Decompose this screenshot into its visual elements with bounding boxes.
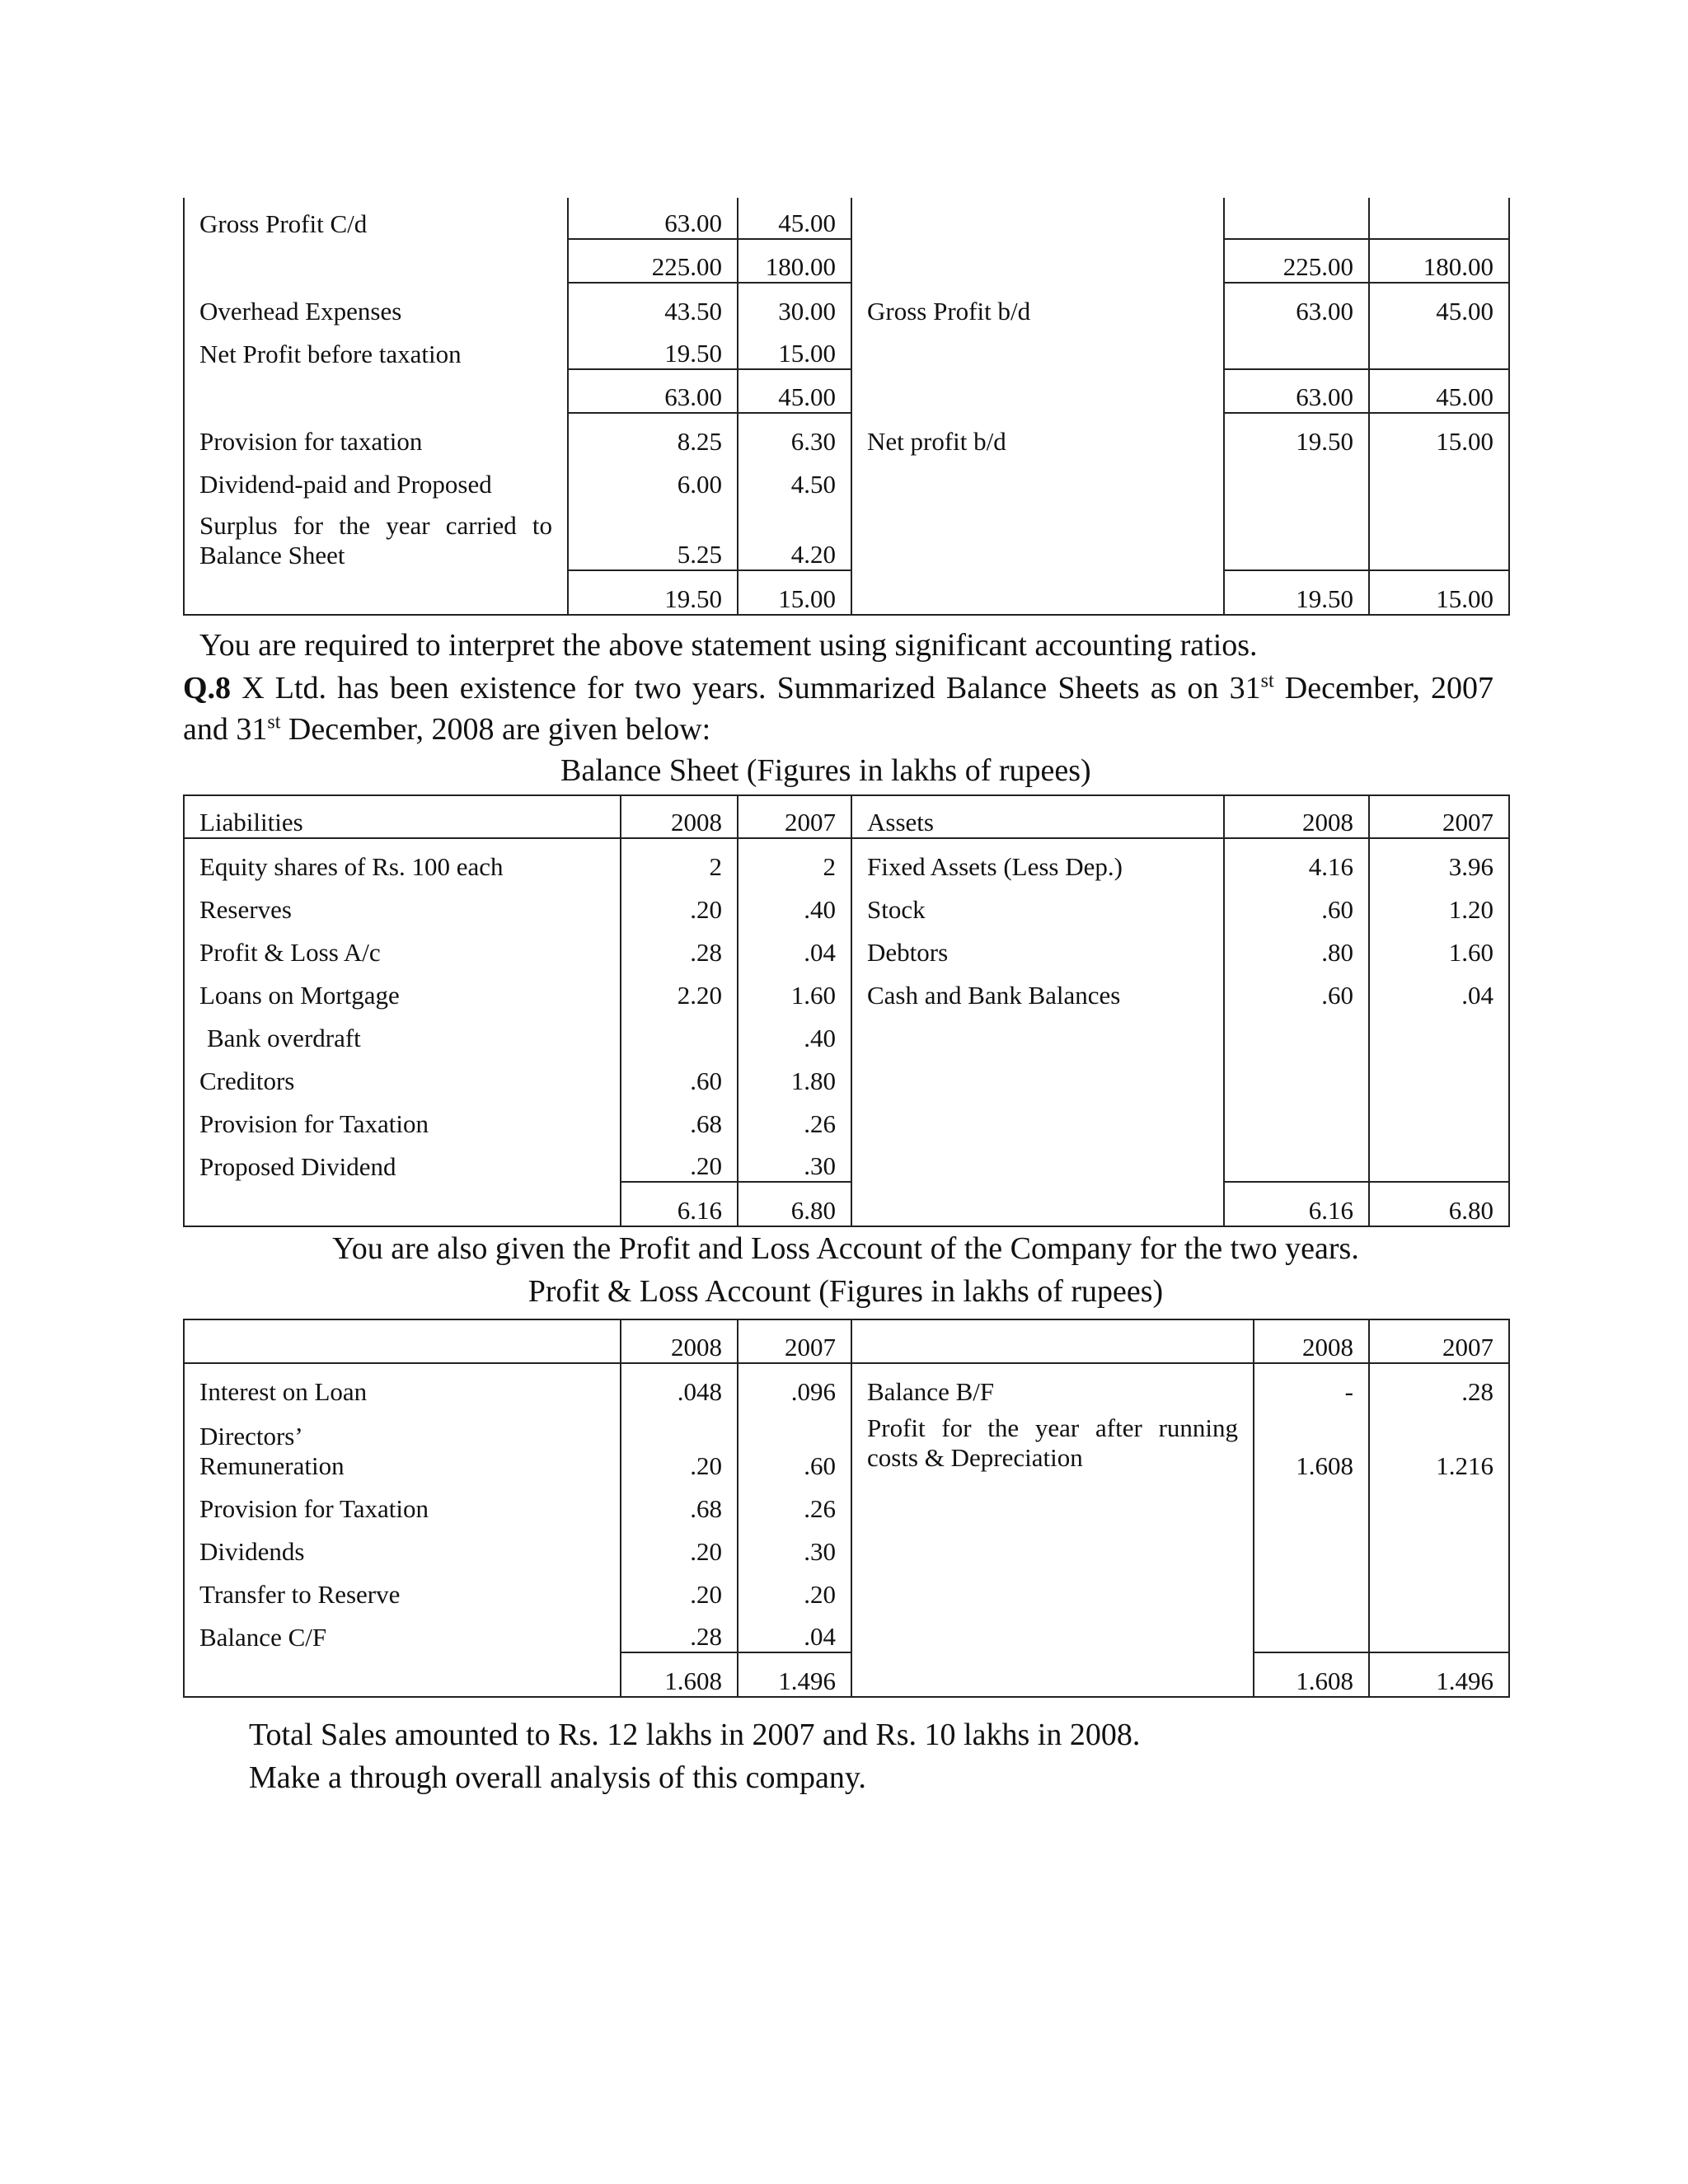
question-text: December, 2008 are given below: — [280, 712, 711, 747]
cell-value: .04 — [738, 1610, 851, 1652]
cell-value: 30.00 — [738, 283, 851, 326]
column-header — [851, 1319, 1254, 1363]
row-label — [184, 1652, 621, 1697]
total-value: 1.608 — [621, 1652, 738, 1697]
row-label: Gross Profit b/d — [851, 283, 1224, 326]
asset-label: Fixed Assets (Less Dep.) — [851, 838, 1224, 882]
cell-value: 8.25 — [568, 413, 738, 457]
cell-value: 19.50 — [568, 326, 738, 369]
cell-value: .20 — [621, 1524, 738, 1567]
cell-value: 63.00 — [568, 369, 738, 413]
total-value: 1.496 — [1369, 1652, 1509, 1697]
cell-value: .60 — [738, 1407, 851, 1481]
ordinal-suffix: st — [267, 711, 281, 733]
column-header: Liabilities — [184, 795, 621, 838]
cell-value: .048 — [621, 1363, 738, 1407]
question-number: Q.8 — [183, 671, 232, 705]
cell-value: .68 — [621, 1481, 738, 1524]
cell-value: .60 — [1224, 968, 1369, 1010]
column-header: 2007 — [1369, 1319, 1509, 1363]
row-label — [184, 369, 568, 413]
total-value: 1.496 — [738, 1652, 851, 1697]
cell-value: 1.60 — [738, 968, 851, 1010]
cell-value: 15.00 — [1369, 413, 1509, 457]
table-header-row — [184, 795, 1509, 838]
cell-value: 45.00 — [1369, 369, 1509, 413]
row-label — [184, 570, 568, 615]
column-header — [184, 1319, 621, 1363]
cell-value — [621, 1010, 738, 1053]
column-header: Assets — [851, 795, 1224, 838]
debit-label: Provision for Taxation — [184, 1481, 621, 1524]
cell-value — [1369, 1524, 1509, 1567]
debit-label: Balance C/F — [184, 1610, 621, 1652]
cell-value: 1.216 — [1369, 1407, 1509, 1481]
cell-value: .28 — [621, 1610, 738, 1652]
cell-value: 63.00 — [1224, 369, 1369, 413]
table-row — [184, 1567, 1509, 1610]
cell-value — [1369, 1567, 1509, 1610]
profit-loss-table — [183, 1319, 1510, 1698]
trading-pl-statement-table — [183, 198, 1510, 616]
asset-label: Stock — [851, 882, 1224, 925]
row-label: Provision for taxation — [184, 413, 568, 457]
cell-value: .60 — [1224, 882, 1369, 925]
cell-value: .28 — [1369, 1363, 1509, 1407]
question-text: December, 2007 and 31 — [183, 671, 1493, 747]
table-row — [184, 1010, 1509, 1053]
balance-sheet-table — [183, 794, 1510, 1227]
table-row — [184, 968, 1509, 1010]
row-label: Gross Profit C/d — [184, 198, 568, 239]
cell-value: .20 — [621, 1139, 738, 1182]
cell-value — [1254, 1481, 1369, 1524]
row-label — [851, 369, 1224, 413]
table-row — [184, 838, 1509, 882]
table-row — [184, 1139, 1509, 1182]
table-row — [184, 570, 1509, 615]
cell-value — [1369, 1481, 1509, 1524]
cell-value: 19.50 — [1224, 570, 1369, 615]
row-label — [184, 1182, 621, 1226]
debit-label: Transfer to Reserve — [184, 1567, 621, 1610]
cell-value: .26 — [738, 1096, 851, 1139]
cell-value: .40 — [738, 1010, 851, 1053]
cell-value: 45.00 — [738, 369, 851, 413]
table-row — [184, 326, 1509, 369]
cell-value: - — [1254, 1363, 1369, 1407]
asset-label — [851, 1096, 1224, 1139]
cell-value: 43.50 — [568, 283, 738, 326]
row-label: Net profit b/d — [851, 413, 1224, 457]
cell-value: 63.00 — [1224, 283, 1369, 326]
cell-value: 15.00 — [1369, 570, 1509, 615]
cell-value: .40 — [738, 882, 851, 925]
cell-value — [1224, 1010, 1369, 1053]
cell-value: .28 — [621, 925, 738, 968]
row-label — [851, 239, 1224, 283]
total-value: 6.16 — [621, 1182, 738, 1226]
table-row — [184, 499, 1509, 570]
cell-value: 180.00 — [738, 239, 851, 283]
row-label — [851, 198, 1224, 239]
table-row — [184, 1610, 1509, 1652]
credit-label: Balance B/F — [851, 1363, 1254, 1407]
debit-label: Dividends — [184, 1524, 621, 1567]
cell-value — [1369, 499, 1509, 570]
credit-label — [851, 1610, 1254, 1652]
debit-label: Interest on Loan — [184, 1363, 621, 1407]
column-header: 2008 — [1224, 795, 1369, 838]
cell-value: 225.00 — [568, 239, 738, 283]
cell-value — [1369, 198, 1509, 239]
table-row — [184, 1363, 1509, 1407]
column-header: 2007 — [1369, 795, 1509, 838]
cell-value: 180.00 — [1369, 239, 1509, 283]
liability-label: Profit & Loss A/c — [184, 925, 621, 968]
row-label: Overhead Expenses — [184, 283, 568, 326]
cell-value: 1.80 — [738, 1053, 851, 1096]
cell-value — [1369, 1096, 1509, 1139]
liability-label: Provision for Taxation — [184, 1096, 621, 1139]
column-header: 2008 — [621, 795, 738, 838]
cell-value: 1.20 — [1369, 882, 1509, 925]
credit-label — [851, 1524, 1254, 1567]
total-sales-note: Total Sales amounted to Rs. 12 lakhs in 2007 and Rs. 10 lakhs in 2008. — [249, 1718, 1141, 1752]
row-label — [851, 1652, 1254, 1697]
cell-value: .26 — [738, 1481, 851, 1524]
asset-label — [851, 1010, 1224, 1053]
cell-value: 5.25 — [568, 499, 738, 570]
debit-label: Directors’ Remuneration — [184, 1407, 621, 1481]
cell-value: .30 — [738, 1524, 851, 1567]
cell-value — [1254, 1610, 1369, 1652]
table-total-row — [184, 1652, 1509, 1697]
cell-value: 19.50 — [1224, 413, 1369, 457]
cell-value — [1254, 1524, 1369, 1567]
table-row — [184, 457, 1509, 499]
cell-value: .68 — [621, 1096, 738, 1139]
row-label: Net Profit before taxation — [184, 326, 568, 369]
question-8-text — [183, 668, 1493, 750]
table-row — [184, 1481, 1509, 1524]
analysis-instruction: Make a through overall analysis of this company. — [249, 1760, 866, 1795]
total-value: 1.608 — [1254, 1652, 1369, 1697]
row-label — [851, 457, 1224, 499]
cell-value — [1369, 1010, 1509, 1053]
cell-value: 4.50 — [738, 457, 851, 499]
total-value: 6.16 — [1224, 1182, 1369, 1226]
table-row — [184, 1053, 1509, 1096]
cell-value — [1369, 457, 1509, 499]
credit-label — [851, 1567, 1254, 1610]
table-row — [184, 369, 1509, 413]
cell-value: .20 — [738, 1567, 851, 1610]
cell-value — [1369, 326, 1509, 369]
table-total-row — [184, 1182, 1509, 1226]
cell-value: .04 — [738, 925, 851, 968]
credit-label — [851, 1481, 1254, 1524]
asset-label — [851, 1053, 1224, 1096]
table-header-row — [184, 1319, 1509, 1363]
cell-value: 15.00 — [738, 326, 851, 369]
credit-label: Profit for the year after running costs & Depreciation — [851, 1407, 1254, 1481]
column-header: 2007 — [738, 795, 851, 838]
table-row — [184, 1096, 1509, 1139]
table-row — [184, 198, 1509, 239]
liability-label: Loans on Mortgage — [184, 968, 621, 1010]
cell-value: .60 — [621, 1053, 738, 1096]
cell-value — [1224, 499, 1369, 570]
row-label — [851, 326, 1224, 369]
cell-value: 15.00 — [738, 570, 851, 615]
column-header: 2008 — [621, 1319, 738, 1363]
table-row — [184, 413, 1509, 457]
cell-value: 2.20 — [621, 968, 738, 1010]
total-value: 6.80 — [738, 1182, 851, 1226]
table-row — [184, 239, 1509, 283]
cell-value: 4.16 — [1224, 838, 1369, 882]
column-header: 2007 — [738, 1319, 851, 1363]
cell-value: 63.00 — [568, 198, 738, 239]
cell-value: 45.00 — [1369, 283, 1509, 326]
cell-value: 6.30 — [738, 413, 851, 457]
cell-value — [1369, 1610, 1509, 1652]
cell-value: 3.96 — [1369, 838, 1509, 882]
liability-label: Bank overdraft — [184, 1010, 621, 1053]
liability-label: Reserves — [184, 882, 621, 925]
balance-sheet-title: Balance Sheet (Figures in lakhs of rupees) — [560, 753, 1091, 788]
ordinal-suffix: st — [1260, 670, 1274, 692]
cell-value: 1.608 — [1254, 1407, 1369, 1481]
cell-value: .04 — [1369, 968, 1509, 1010]
table-row — [184, 925, 1509, 968]
row-label: Surplus for the year carried to Balance Sheet — [184, 499, 568, 570]
row-label — [851, 1182, 1224, 1226]
cell-value: .20 — [621, 1567, 738, 1610]
row-label: Dividend-paid and Proposed — [184, 457, 568, 499]
cell-value: 1.60 — [1369, 925, 1509, 968]
cell-value — [1369, 1053, 1509, 1096]
pl-intro-text: You are also given the Profit and Loss Account of the Company for the two years. — [332, 1231, 1359, 1266]
table-row — [184, 882, 1509, 925]
total-value: 6.80 — [1369, 1182, 1509, 1226]
liability-label: Equity shares of Rs. 100 each — [184, 838, 621, 882]
liability-label: Creditors — [184, 1053, 621, 1096]
liability-label: Proposed Dividend — [184, 1139, 621, 1182]
cell-value: 2 — [738, 838, 851, 882]
cell-value — [1224, 198, 1369, 239]
cell-value: .20 — [621, 1407, 738, 1481]
cell-value — [1224, 1053, 1369, 1096]
cell-value: .096 — [738, 1363, 851, 1407]
cell-value: 6.00 — [568, 457, 738, 499]
cell-value — [1369, 1139, 1509, 1182]
cell-value — [1254, 1567, 1369, 1610]
pl-account-title: Profit & Loss Account (Figures in lakhs of rupees) — [528, 1274, 1164, 1309]
cell-value — [1224, 1096, 1369, 1139]
cell-value: 225.00 — [1224, 239, 1369, 283]
question-text: X Ltd. has been existence for two years. Summarized Balance Sheets as on 31 — [231, 671, 1261, 705]
table-row — [184, 1407, 1509, 1481]
asset-label — [851, 1139, 1224, 1182]
row-label — [851, 570, 1224, 615]
interpret-instruction: You are required to interpret the above statement using significant accounting ratios. — [199, 628, 1258, 663]
cell-value: .20 — [621, 882, 738, 925]
cell-value: 45.00 — [738, 198, 851, 239]
cell-value: .30 — [738, 1139, 851, 1182]
cell-value: 4.20 — [738, 499, 851, 570]
cell-value: 19.50 — [568, 570, 738, 615]
cell-value: 2 — [621, 838, 738, 882]
row-label — [184, 239, 568, 283]
cell-value — [1224, 326, 1369, 369]
column-header: 2008 — [1254, 1319, 1369, 1363]
asset-label: Cash and Bank Balances — [851, 968, 1224, 1010]
row-label — [851, 499, 1224, 570]
cell-value — [1224, 1139, 1369, 1182]
table-row — [184, 1524, 1509, 1567]
table-row — [184, 283, 1509, 326]
asset-label: Debtors — [851, 925, 1224, 968]
cell-value — [1224, 457, 1369, 499]
cell-value: .80 — [1224, 925, 1369, 968]
